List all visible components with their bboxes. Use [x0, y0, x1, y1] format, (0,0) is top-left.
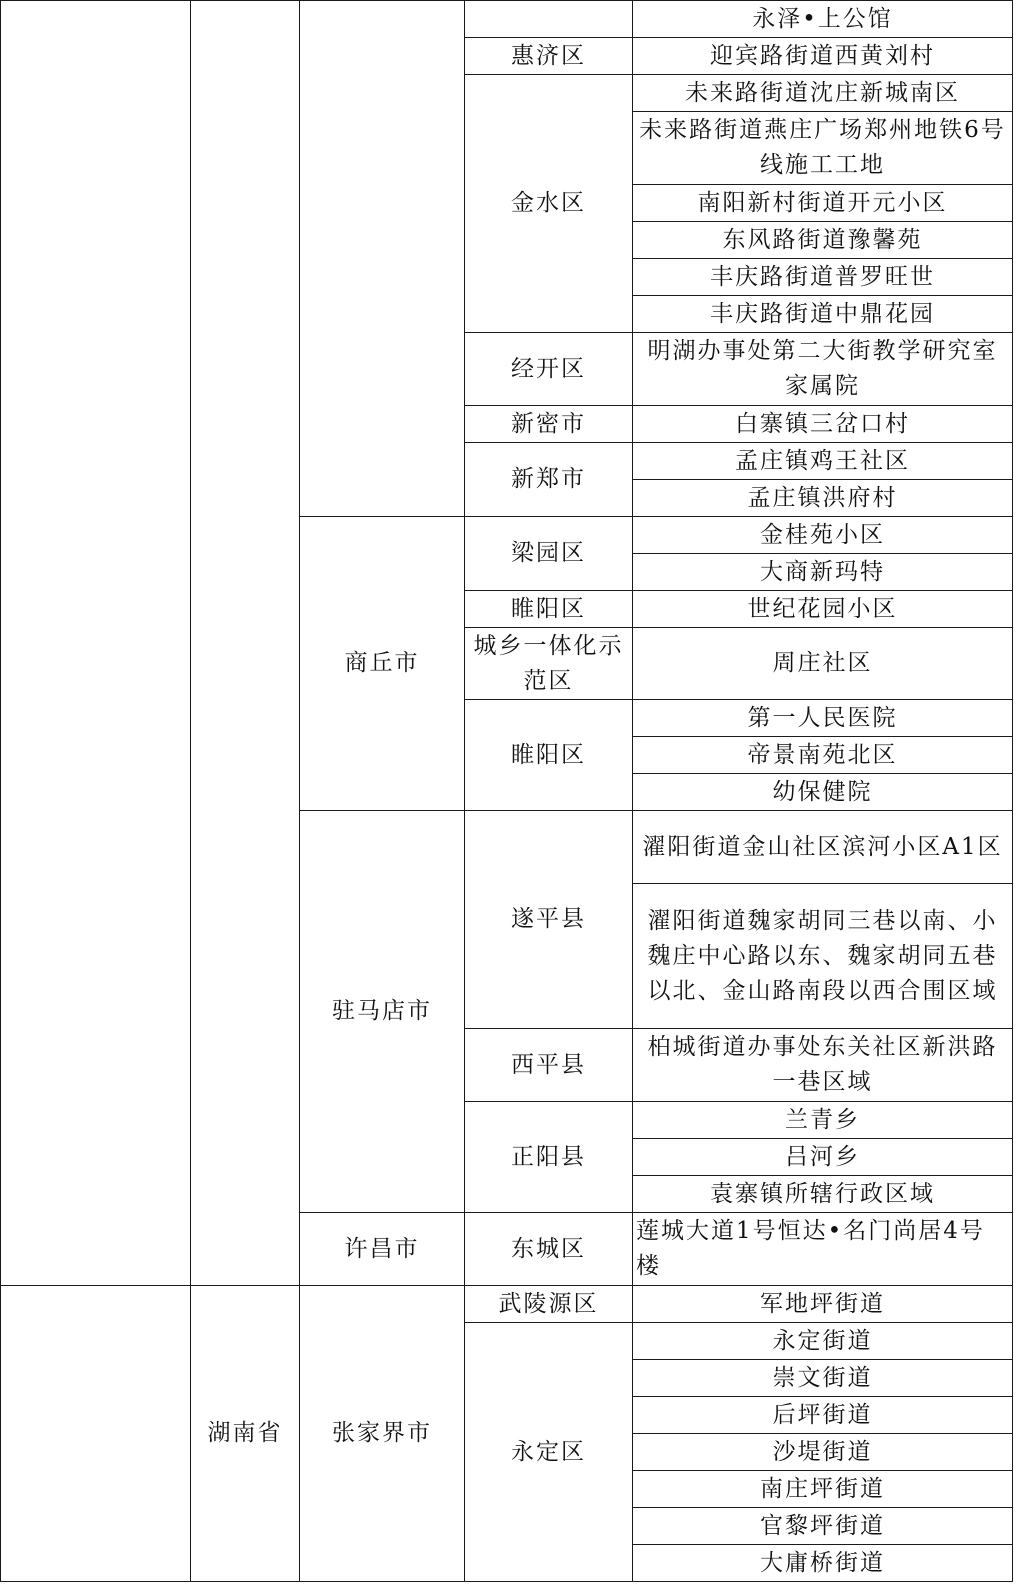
city-cell: 张家界市: [300, 1286, 465, 1582]
index-cell: [1, 1, 191, 1286]
location-cell: 吕河乡: [633, 1139, 1013, 1176]
location-cell: 世纪花园小区: [633, 591, 1013, 628]
location-cell: 兰青乡: [633, 1102, 1013, 1139]
location-cell: 白寨镇三岔口村: [633, 406, 1013, 443]
district-cell: 正阳县: [465, 1102, 633, 1213]
table-row: [1, 1, 1013, 38]
location-cell: 孟庄镇洪府村: [633, 480, 1013, 517]
location-cell: 濯阳街道魏家胡同三巷以南、小魏庄中心路以东、魏家胡同五巷以北、金山路南段以西合围区域: [633, 884, 1013, 1029]
location-cell: 濯阳街道金山社区滨河小区A1区: [633, 811, 1013, 884]
location-cell: 永定街道: [633, 1323, 1013, 1360]
district-cell: 睢阳区: [465, 700, 633, 811]
district-cell: 遂平县: [465, 811, 633, 1029]
location-cell: 孟庄镇鸡王社区: [633, 443, 1013, 480]
location-cell: 袁寨镇所辖行政区域: [633, 1176, 1013, 1213]
city-cell: 许昌市: [300, 1213, 465, 1286]
district-cell: 东城区: [465, 1213, 633, 1286]
location-cell: 南阳新村街道开元小区: [633, 185, 1013, 222]
province-cell: [191, 1, 300, 1286]
location-cell: 官黎坪街道: [633, 1508, 1013, 1545]
location-cell: 后坪街道: [633, 1397, 1013, 1434]
district-cell: 梁园区: [465, 517, 633, 591]
district-cell: 新郑市: [465, 443, 633, 517]
location-cell: 周庄社区: [633, 628, 1013, 700]
location-cell: 南庄坪街道: [633, 1471, 1013, 1508]
location-cell: 大商新玛特: [633, 554, 1013, 591]
district-cell: 武陵源区: [465, 1286, 633, 1323]
province-cell: 湖南省: [191, 1286, 300, 1582]
location-cell: 沙堤街道: [633, 1434, 1013, 1471]
location-cell: 莲城大道1号恒达•名门尚居4号楼: [633, 1213, 1013, 1286]
location-cell: 大庸桥街道: [633, 1545, 1013, 1582]
location-cell: 未来路街道燕庄广场郑州地铁6号线施工工地: [633, 112, 1013, 185]
location-cell: 幼保健院: [633, 774, 1013, 811]
district-cell: 城乡一体化示范区: [465, 628, 633, 700]
location-cell: 柏城街道办事处东关社区新洪路一巷区域: [633, 1029, 1013, 1102]
location-cell: 金桂苑小区: [633, 517, 1013, 554]
location-cell: 军地坪街道: [633, 1286, 1013, 1323]
city-cell: 驻马店市: [300, 811, 465, 1213]
location-cell: 帝景南苑北区: [633, 737, 1013, 774]
district-cell: 金水区: [465, 75, 633, 333]
location-cell: 永泽•上公馆: [633, 1, 1013, 38]
district-cell: 永定区: [465, 1323, 633, 1582]
district-cell: 西平县: [465, 1029, 633, 1102]
location-cell: 迎宾路街道西黄刘村: [633, 38, 1013, 75]
location-cell: 东风路街道豫馨苑: [633, 222, 1013, 259]
location-cell: 丰庆路街道中鼎花园: [633, 296, 1013, 333]
location-cell: 崇文街道: [633, 1360, 1013, 1397]
district-cell: 睢阳区: [465, 591, 633, 628]
district-cell: 惠济区: [465, 38, 633, 75]
district-cell: 新密市: [465, 406, 633, 443]
index-cell: [1, 1286, 191, 1582]
location-cell: 明湖办事处第二大街教学研究室家属院: [633, 333, 1013, 406]
district-cell: [465, 1, 633, 38]
city-cell: [300, 1, 465, 517]
table-row: [1, 1286, 1013, 1323]
district-cell: 经开区: [465, 333, 633, 406]
location-cell: 丰庆路街道普罗旺世: [633, 259, 1013, 296]
city-cell: 商丘市: [300, 517, 465, 811]
location-cell: 第一人民医院: [633, 700, 1013, 737]
location-cell: 未来路街道沈庄新城南区: [633, 75, 1013, 112]
